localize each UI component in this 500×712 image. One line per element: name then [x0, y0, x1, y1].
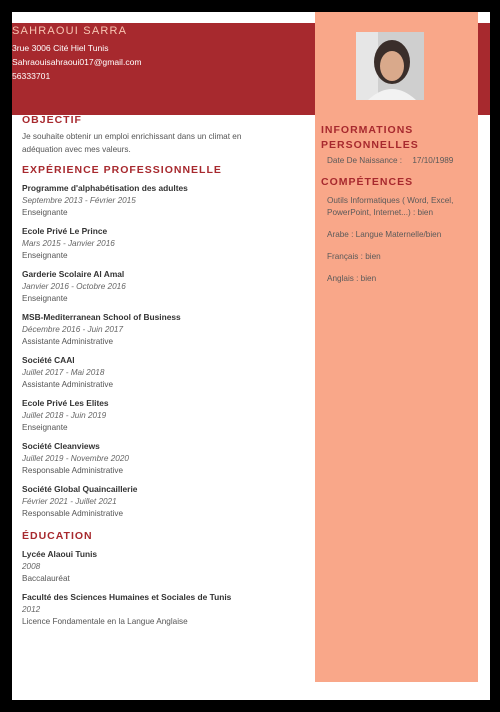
- experience-org: Ecole Privé Le Prince: [22, 226, 108, 236]
- experience-title: EXPÉRIENCE PROFESSIONNELLE: [22, 164, 222, 176]
- experience-org: Ecole Privé Les Elites: [22, 398, 109, 408]
- experience-dates: Juillet 2019 - Novembre 2020: [22, 454, 129, 463]
- avatar-icon: [356, 32, 424, 100]
- skill-it-1: Outils Informatiques ( Word, Excel,: [327, 196, 454, 205]
- experience-dates: Janvier 2016 - Octobre 2016: [22, 282, 126, 291]
- experience-org: Société CAAI: [22, 355, 75, 365]
- education-entry: [22, 548, 307, 585]
- experience-entry: [22, 225, 307, 262]
- dob-row: [321, 155, 476, 167]
- experience-dates: Décembre 2016 - Juin 2017: [22, 325, 124, 334]
- experience-role: Responsable Administrative: [22, 466, 124, 475]
- dob-value: 17/10/1989: [412, 156, 454, 165]
- experience-dates: Juillet 2018 - Juin 2019: [22, 411, 107, 420]
- experience-entry: [22, 268, 307, 305]
- education-entry: [22, 591, 307, 628]
- experience-role: Enseignante: [22, 208, 68, 217]
- objective-title: OBJECTIF: [22, 114, 82, 126]
- education-degree: Baccalauréat: [22, 574, 70, 583]
- experience-org: MSB-Mediterranean School of Business: [22, 312, 181, 322]
- skill-it-2: PowerPoint, Internet...) : bien: [327, 208, 434, 217]
- experience-entry: [22, 311, 307, 348]
- contact-block: [12, 12, 312, 122]
- experience-entry: [22, 440, 307, 477]
- right-text: [321, 123, 476, 285]
- education-degree: Licence Fondamentale en la Langue Anglaise: [22, 617, 188, 626]
- full-name: SAHRAOUI SARRA: [12, 25, 128, 37]
- address: 3rue 3006 Cité Hiel Tunis: [12, 43, 109, 53]
- experience-role: Enseignante: [22, 423, 68, 432]
- experience-role: Responsable Administrative: [22, 509, 124, 518]
- objective-line-2: adéquation avec mes valeurs.: [22, 145, 131, 154]
- email[interactable]: Sahraouisahraoui017@gmail.com: [12, 57, 142, 67]
- profile-photo: [356, 32, 424, 100]
- experience-dates: Juillet 2017 - Mai 2018: [22, 368, 105, 377]
- experience-org: Garderie Scolaire Al Amal: [22, 269, 125, 279]
- skill-arabic: Arabe : Langue Maternelle/bien: [327, 230, 442, 239]
- personal-title-1: INFORMATIONS: [321, 124, 414, 136]
- skills-list: [321, 195, 476, 285]
- experience-role: Enseignante: [22, 251, 68, 260]
- experience-role: Assistante Administrative: [22, 337, 114, 346]
- experience-org: Programme d'alphabétisation des adultes: [22, 183, 188, 193]
- skill-english: Anglais : bien: [327, 274, 377, 283]
- personal-title-2: PERSONNELLES: [321, 139, 419, 151]
- education-school: Lycée Alaoui Tunis: [22, 549, 98, 559]
- experience-entry: [22, 397, 307, 434]
- experience-entry: [22, 354, 307, 391]
- left-column: [22, 114, 307, 628]
- education-year: 2008: [22, 562, 41, 571]
- resume-page: [12, 12, 490, 700]
- experience-dates: Septembre 2013 - Février 2015: [22, 196, 136, 205]
- phone: 56333701: [12, 71, 51, 81]
- skills-title: COMPÉTENCES: [321, 176, 414, 188]
- experience-dates: Mars 2015 - Janvier 2016: [22, 239, 115, 248]
- experience-list: [22, 182, 307, 520]
- skill-french: Français : bien: [327, 252, 381, 261]
- education-school: Faculté des Sciences Humaines et Sociales de Tunis: [22, 592, 232, 602]
- objective-line-1: Je souhaite obtenir un emploi enrichissant dans un climat en: [22, 132, 242, 141]
- right-column: [315, 12, 478, 682]
- experience-dates: Février 2021 - Juillet 2021: [22, 497, 117, 506]
- experience-role: Assistante Administrative: [22, 380, 114, 389]
- education-list: [22, 548, 307, 628]
- dob-label: Date De Naissance :: [327, 156, 403, 165]
- education-title: ÉDUCATION: [22, 530, 93, 542]
- experience-entry: [22, 182, 307, 219]
- experience-entry: [22, 483, 307, 520]
- experience-role: Enseignante: [22, 294, 68, 303]
- experience-org: Société Global Quaincaillerie: [22, 484, 138, 494]
- experience-org: Société Cleanviews: [22, 441, 100, 451]
- education-year: 2012: [22, 605, 41, 614]
